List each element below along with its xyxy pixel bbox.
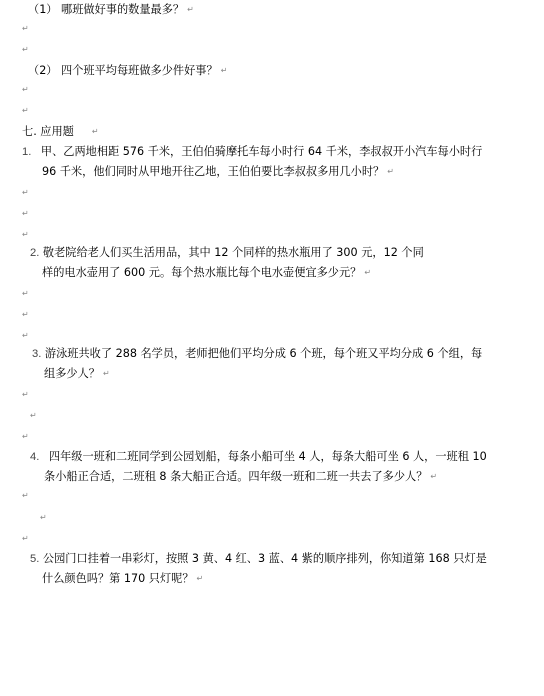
problem-1-line-1 [22, 145, 482, 159]
paragraph-mark-icon: ↵ [220, 66, 228, 75]
problem-4-line-2 [44, 470, 437, 484]
paragraph-mark-icon: ↵ [22, 534, 29, 543]
paragraph-mark-icon: ↵ [22, 24, 29, 33]
paragraph-mark-icon: ↵ [40, 513, 47, 522]
problem-2-number: 2. [30, 247, 40, 259]
question-1 [28, 3, 194, 17]
section-heading [22, 125, 99, 139]
paragraph-mark-icon: ↵ [22, 106, 29, 115]
paragraph-mark-icon: ↵ [22, 85, 29, 94]
problem-4-text-2: 条小船正合适，二班租 8 条大船正合适。四年级一班和二班一共去了多少人？ [44, 470, 428, 483]
problem-2-line-2 [42, 266, 371, 280]
paragraph-mark-icon: ↵ [22, 45, 29, 54]
paragraph-mark-icon: ↵ [22, 331, 29, 340]
problem-5-line-2 [42, 572, 203, 586]
problem-1-number: 1. [22, 146, 32, 158]
problem-5-text-1: 公园门口挂着一串彩灯，按照 3 黄、4 红、3 蓝、4 紫的顺序排列，你知道第 168 只灯是 [42, 552, 487, 565]
problem-2-line-1 [30, 246, 424, 260]
paragraph-mark-icon: ↵ [91, 127, 99, 136]
problem-2-text-1: 敬老院给老人们买生活用品，其中 12 个同样的热水瓶用了 300 元，12 个同 [42, 246, 424, 259]
question-2 [28, 64, 227, 78]
problem-4-text-1: 四年级一班和二班同学到公园划船，每条小船可坐 4 人，每条大船可坐 6 人，一班租 10 [48, 450, 487, 463]
problem-4-line-1 [30, 450, 487, 464]
problem-1-line-2 [42, 165, 394, 179]
paragraph-mark-icon: ↵ [22, 289, 29, 298]
problem-3-number: 3. [32, 348, 42, 360]
paragraph-mark-icon: ↵ [22, 230, 29, 239]
section-title: 七. 应用题 [22, 125, 74, 138]
problem-1-text-2: 96 千米，他们同时从甲地开往乙地，王伯伯要比李叔叔多用几小时？ [42, 165, 385, 178]
question-2-text: （2） 四个班平均每班做多少件好事？ [28, 64, 218, 77]
problem-3-line-1 [32, 347, 482, 361]
problem-5-line-1 [30, 552, 487, 566]
problem-5-text-2: 什么颜色吗？第 170 只灯呢？ [42, 572, 194, 585]
paragraph-mark-icon: ↵ [430, 472, 438, 481]
paragraph-mark-icon: ↵ [22, 491, 29, 500]
problem-2-text-2: 样的电水壶用了 600 元。每个热水瓶比每个电水壶便宜多少元？ [42, 266, 362, 279]
paragraph-mark-icon: ↵ [102, 369, 110, 378]
problem-3-text-2: 组多少人？ [44, 367, 100, 380]
paragraph-mark-icon: ↵ [187, 5, 194, 14]
problem-3-text-1: 游泳班共收了 288 名学员，老师把他们平均分成 6 个班，每个班又平均分成 6 个组，每 [44, 347, 483, 360]
paragraph-mark-icon: ↵ [364, 268, 372, 277]
paragraph-mark-icon: ↵ [22, 390, 29, 399]
paragraph-mark-icon: ↵ [30, 411, 37, 420]
paragraph-mark-icon: ↵ [22, 188, 29, 197]
paragraph-mark-icon: ↵ [22, 432, 29, 441]
paragraph-mark-icon: ↵ [387, 167, 394, 176]
problem-3-line-2 [44, 367, 110, 381]
paragraph-mark-icon: ↵ [22, 209, 29, 218]
problem-5-number: 5. [30, 553, 40, 565]
problem-4-number: 4. [30, 451, 40, 463]
paragraph-mark-icon: ↵ [196, 574, 204, 583]
question-1-text: （1） 哪班做好事的数量最多？ [28, 3, 185, 16]
paragraph-mark-icon: ↵ [22, 310, 29, 319]
problem-1-text-1: 甲、乙两地相距 576 千米，王伯伯骑摩托车每小时行 64 千米，李叔叔开小汽车每小时行 [40, 145, 483, 158]
